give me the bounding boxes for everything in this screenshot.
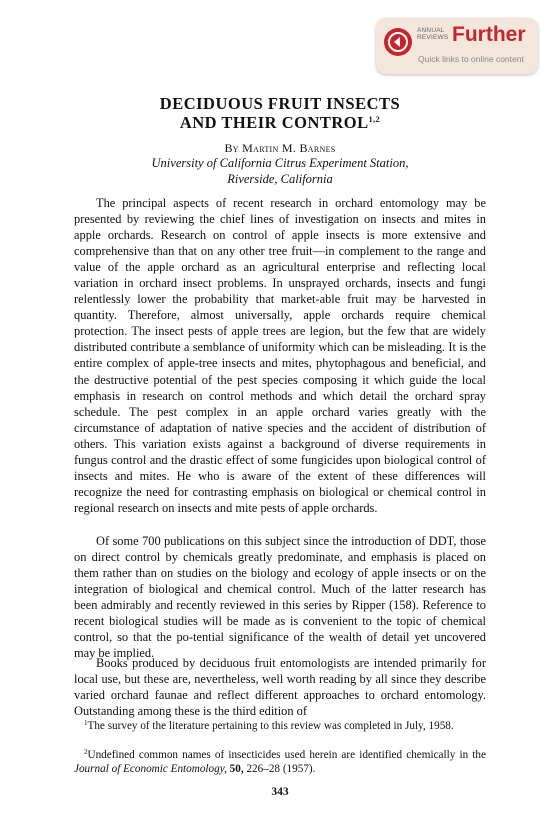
title-text-1: DECIDUOUS FRUIT INSECTS [159,94,401,113]
badge-subtitle: Quick links to online content [418,54,524,64]
badge-annual-reviews [417,27,448,41]
title-footnote-ref[interactable]: 1,2 [368,115,381,124]
footnote-2 [74,745,486,776]
author-name: Martin M. Barnes [242,141,336,155]
footnote-2-volume: 50, [229,763,244,775]
footnote-2-journal: Journal of Economic Entomology, [74,763,227,775]
affiliation-line2: Riverside, California [227,172,333,186]
footnote-2-text: Undefined common names of insecticides used herein are identified chemically in the [87,749,486,761]
footnote-2-marker: 2 [84,748,88,756]
affiliation-line1: University of California Citrus Experiment Station, [151,156,409,170]
byline [0,141,560,156]
footnote-1 [74,716,486,733]
badge-reviews: REVIEWS [417,34,449,41]
footnote-1-text: The survey of the literature pertaining to this review was completed in July, 1958. [87,720,454,732]
article-title-line1 [0,95,560,112]
byline-by: By [224,141,239,155]
further-badge[interactable] [376,18,538,74]
footnote-1-marker: 1 [84,719,88,727]
title-text-2: AND THEIR CONTROL [179,113,369,132]
footnote-2-pages: 226–28 (1957). [246,763,316,775]
page-number: 343 [271,786,289,798]
annual-reviews-logo-icon [384,28,412,56]
badge-title: Further [452,23,526,46]
badge-annual: ANNUAL [417,27,445,34]
paragraph-1: The principal aspects of recent research in orchard entomology may be presented by reviewing the chief lines of investigation on insects and mites in apple orchards. Research on control of apple insects is more extensive and comprehensive than that on any other tree fruit—in complement to the range and value of the apple orchard as an agricultural enterprise and reflecting local variation in orchard insect problems. In unsprayed orchards, insects and fungi relentlessly lower the probability that market-able fruit may be harvested in quantity. Therefore, almost universally, apple orchards require chemical protection. The insect pests of apple trees are legion, but the few that are widely distributed contribute a semblance of uniformity which can be misleading. It is the entire complex of apple-tree insects and mites, phytophagous and beneficial, and the destructive potential of the pest species composing it which guide the local emphasis in research on control methods and which detail the orchard spray schedule. The pest complex in an apple orchard varies greatly with the circumstance of adaptation of native species and the accident of distribution of others. This variation exists against a background of diverse requirements in fungus control and the drastic effect of some fungicides upon biological control of insects and mites. He who is aware of the extent of these differences will recognize the need for contrasting emphasis on biological or chemical control in regional research on insects and mite pests of apple orchards. [74,196,486,515]
paragraph-2: Of some 700 publications on this subject since the introduction of DDT, those on direct control by chemicals greatly predominate, and emphasis is placed on them rather than on studies on the biology and ecology of apple insects or on the integration of biological and chemical control. Much of the latter research has been admirably and recently reviewed in this series by Ripper (158). Reference to recent biological studies will be made as is convenient to the topic of chemical control, so that the po-tential significance of the wealth of detail yet uncovered may be implied. [74,534,486,661]
article-title-line2 [0,111,560,131]
paragraph-3: Books produced by deciduous fruit entomologists are intended primarily for local use, but these are, nevertheless, well worth reading by all since they describe varied orchard faunae and reflect different approaches to orchard entomology. Outstanding among these is the third edition of [74,656,486,719]
